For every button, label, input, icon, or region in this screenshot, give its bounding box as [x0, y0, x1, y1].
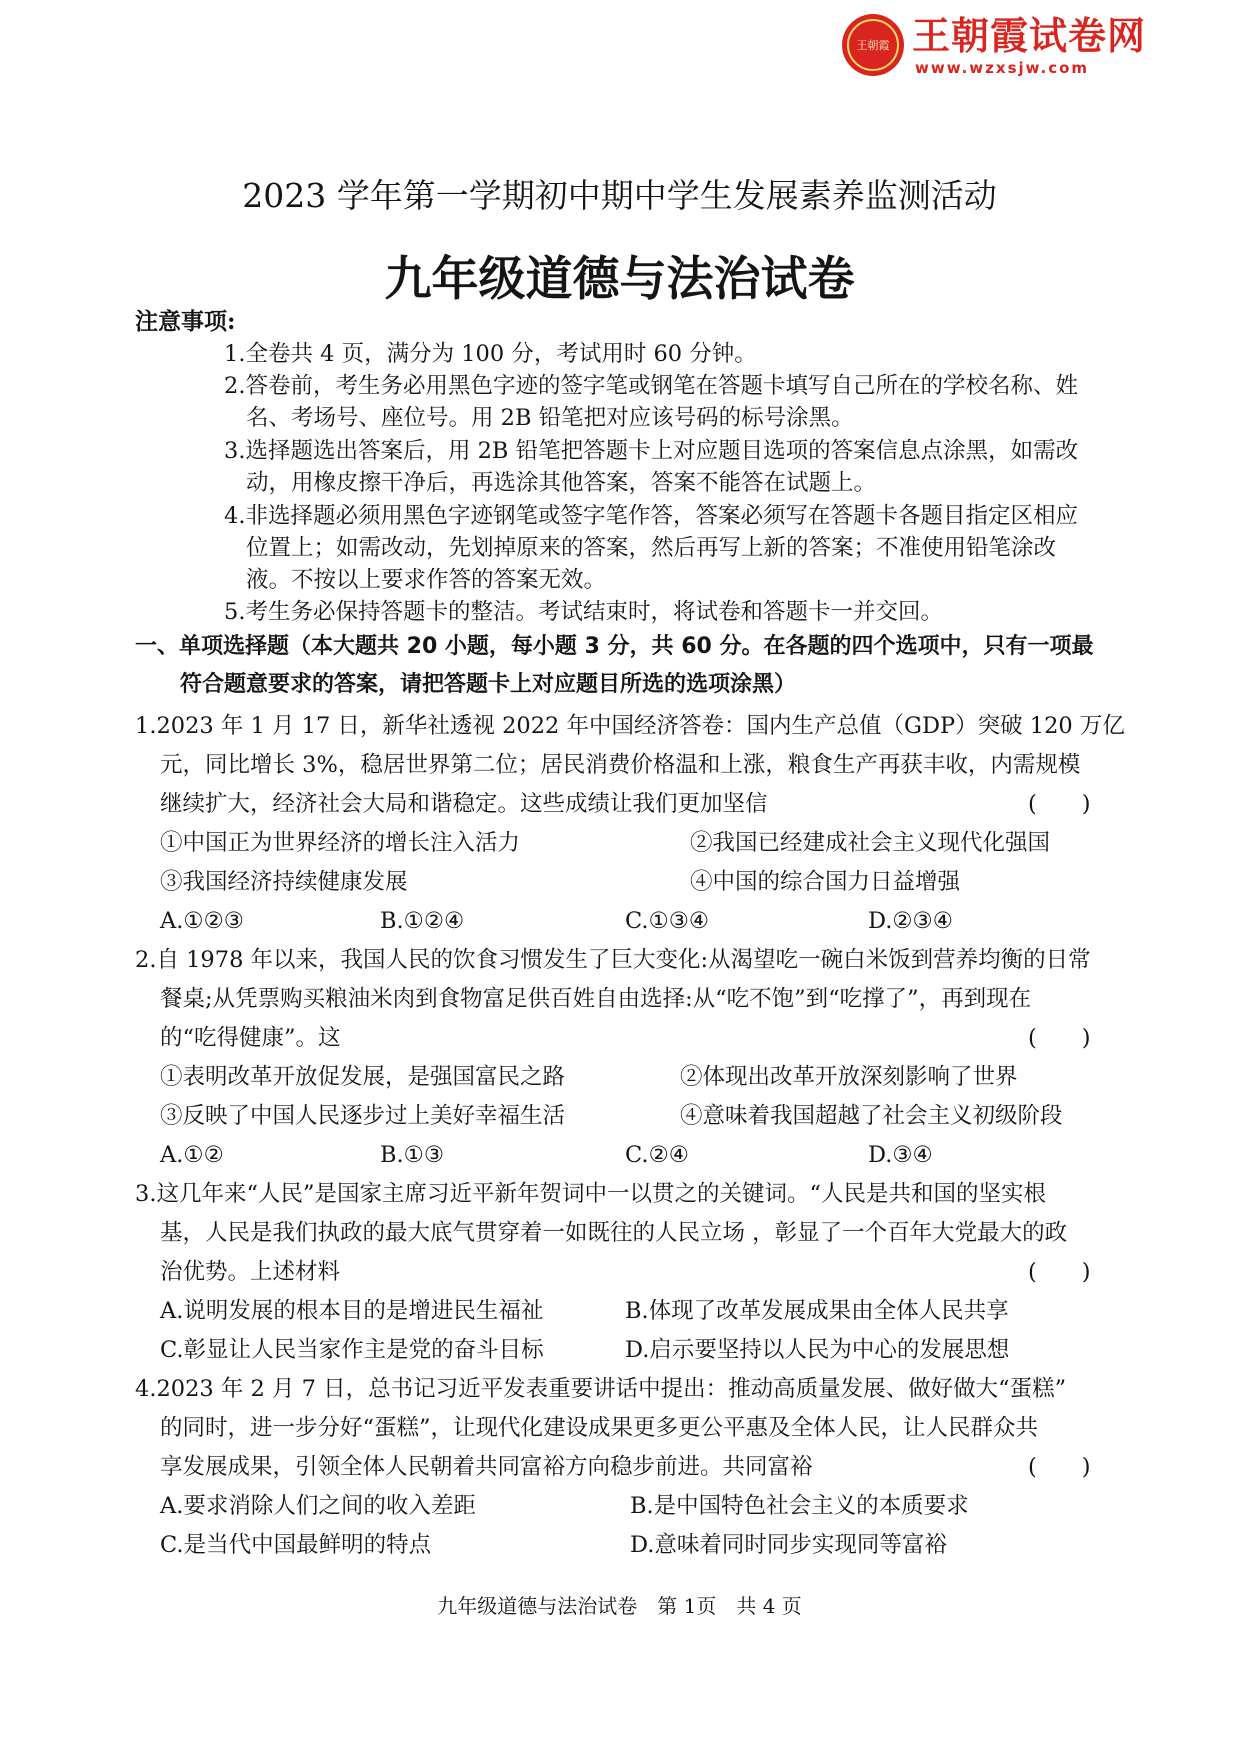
question-3-option-a: A.说明发展的根本目的是增进民生福祉 [160, 1298, 544, 1324]
question-2-item: ④意味着我国超越了社会主义初级阶段 [680, 1103, 1063, 1129]
question-2-option-d: D.③④ [868, 1142, 933, 1168]
question-1-stem: 1.2023 年 1 月 17 日，新华社透视 2022 年中国经济答卷：国内生产总值（GDP）突破 120 万亿 [135, 713, 1125, 739]
question-1-stem: 元，同比增长 3%，稳居世界第二位；居民消费价格温和上涨，粮食生产再获丰收，内需规模 [160, 752, 1081, 778]
notice-line: 3.选择题选出答案后，用 2B 铅笔把答题卡上对应题目选项的答案信息点涂黑，如需改 [224, 438, 1079, 464]
question-1-item: ④中国的综合国力日益增强 [690, 869, 961, 895]
question-1-option-c: C.①③④ [625, 908, 710, 934]
question-1-item: ②我国已经建成社会主义现代化强国 [690, 830, 1051, 856]
question-1-option-d: D.②③④ [868, 908, 953, 934]
notice-line: 位置上；如需改动，先划掉原来的答案，然后再写上新的答案；不准使用铅笔涂改 [246, 535, 1057, 561]
question-2-stem: 餐桌;从凭票购买粮油米肉到食物富足供百姓自由选择:从“吃不饱”到“吃撑了”，再到现在 [160, 986, 1032, 1012]
exam-subtitle: 2023 学年第一学期初中期中学生发展素养监测活动 [242, 176, 997, 215]
exam-title: 九年级道德与法治试卷 [384, 252, 855, 307]
question-2-option-c: C.②④ [625, 1142, 689, 1168]
answer-paren: ( ) [1028, 1025, 1091, 1051]
question-1-option-b: B.①②④ [380, 908, 465, 934]
question-2-item: ②体现出改革开放深刻影响了世界 [680, 1064, 1018, 1090]
notice-line: 名、考场号、座位号。用 2B 铅笔把对应该号码的标号涂黑。 [246, 405, 854, 431]
question-4-stem: 享发展成果，引领全体人民朝着共同富裕方向稳步前进。共同富裕 [160, 1454, 813, 1480]
question-2-stem: 2.自 1978 年以来，我国人民的饮食习惯发生了巨大变化:从渴望吃一碗白米饭到营养均衡的日常 [135, 947, 1091, 973]
section-heading-cont: 符合题意要求的答案，请把答题卡上对应题目所选的选项涂黑） [180, 672, 797, 697]
page-footer: 九年级道德与法治试卷 第 1页 共 4 页 [437, 1594, 802, 1618]
question-2-item: ①表明改革开放促发展，是强国富民之路 [160, 1064, 566, 1090]
question-4-stem: 4.2023 年 2 月 7 日，总书记习近平发表重要讲话中提出：推动高质量发展、做好做大“蛋糕” [135, 1376, 1067, 1402]
answer-paren: ( ) [1028, 1454, 1091, 1480]
question-1-stem: 继续扩大，经济社会大局和谐稳定。这些成绩让我们更加坚信 [160, 791, 768, 817]
question-4-option-b: B.是中国特色社会主义的本质要求 [630, 1493, 969, 1519]
answer-paren: ( ) [1028, 1259, 1091, 1285]
question-3-stem: 3.这几年来“人民”是国家主席习近平新年贺词中一以贯之的关键词。“人民是共和国的坚实根 [135, 1181, 1046, 1207]
notice-line: 动，用橡皮擦干净后，再选涂其他答案，答案不能答在试题上。 [246, 470, 877, 496]
question-4-option-a: A.要求消除人们之间的收入差距 [160, 1493, 476, 1519]
question-4-option-d: D.意味着同时同步实现同等富裕 [630, 1532, 947, 1558]
question-3-option-d: D.启示要坚持以人民为中心的发展思想 [625, 1337, 1010, 1363]
question-2-option-b: B.①③ [380, 1142, 445, 1168]
notice-line: 5.考生务必保持答题卡的整洁。考试结束时，将试卷和答题卡一并交回。 [224, 599, 943, 625]
seal-icon [842, 14, 904, 76]
site-url: www.wzxsjw.com [915, 59, 1090, 77]
notice-heading: 注意事项: [135, 308, 236, 335]
question-3-option-b: B.体现了改革发展成果由全体人民共享 [625, 1298, 1009, 1324]
notice-line: 4.非选择题必须用黑色字迹钢笔或签字笔作答，答案必须写在答题卡各题目指定区相应 [224, 503, 1078, 529]
seal-text: 王朝霞 [847, 19, 899, 71]
answer-paren: ( ) [1028, 791, 1091, 817]
section-heading: 一、单项选择题（本大题共 20 小题，每小题 3 分，共 60 分。在各题的四个选项中，只有一项最 [135, 634, 1094, 659]
question-3-stem: 治优势。上述材料 [160, 1259, 341, 1285]
question-2-stem: 的“吃得健康”。这 [160, 1025, 341, 1051]
question-2-option-a: A.①② [160, 1142, 224, 1168]
question-3-option-c: C.彰显让人民当家作主是党的奋斗目标 [160, 1337, 544, 1363]
question-2-item: ③反映了中国人民逐步过上美好幸福生活 [160, 1103, 566, 1129]
notice-line: 液。不按以上要求作答的答案无效。 [246, 567, 607, 593]
question-4-stem: 的同时，进一步分好“蛋糕”，让现代化建设成果更多更公平惠及全体人民，让人民群众共 [160, 1415, 1039, 1441]
question-4-option-c: C.是当代中国最鲜明的特点 [160, 1532, 432, 1558]
brand-name: 王朝霞试卷网 [912, 14, 1147, 58]
question-1-item: ③我国经济持续健康发展 [160, 869, 408, 895]
site-logo [842, 14, 1158, 76]
notice-line: 1.全卷共 4 页，满分为 100 分，考试用时 60 分钟。 [224, 341, 757, 367]
notice-line: 2.答卷前，考生务必用黑色字迹的签字笔或钢笔在答题卡填写自己所在的学校名称、姓 [224, 373, 1078, 399]
question-1-item: ①中国正为世界经济的增长注入活力 [160, 830, 521, 856]
question-3-stem: 基，人民是我们执政的最大底气贯穿着一如既往的人民立场 ，彰显了一个百年大党最大的政 [160, 1220, 1068, 1246]
question-1-option-a: A.①②③ [160, 908, 244, 934]
